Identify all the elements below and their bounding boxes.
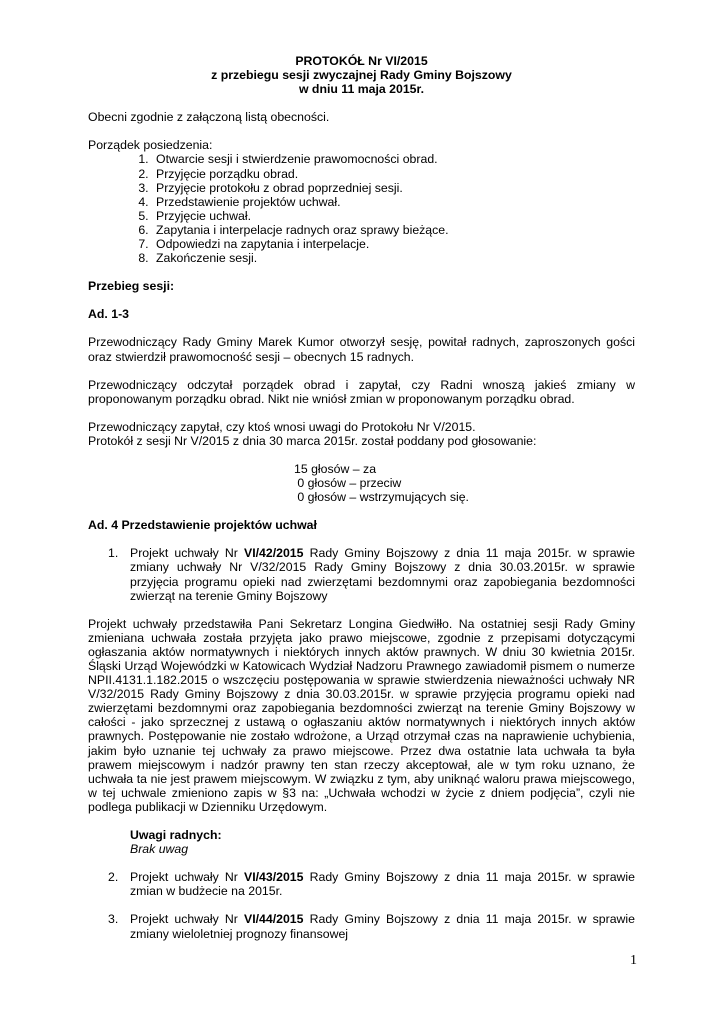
agenda-item: 1. Otwarcie sesji i stwierdzenie prawomocności obrad. (152, 152, 635, 166)
ad13-paragraph-3-line-2: Protokół z sesji Nr V/2015 z dnia 30 marca 2015r. został poddany pod głosowanie: (88, 433, 537, 448)
project-code: VI/44/2015 (244, 912, 304, 927)
project-item-3 (108, 912, 635, 940)
project-1-description: Projekt uchwały przedstawiła Pani Sekretarz Longina Giedwiłło. Na ostatniej sesji Rady Gminy zmieniana uchwała została przyjęta jako prawo miejscowe, zgodnie z przepisami dotyczącymi ogłaszania aktów normatywnych i niektórych innych aktów prawnych. W dniu 30 kwietnia 2015r. Śląski Urząd Wojewódzki w Katowicach Wydział Nadzoru Prawnego zawiadomił pismem o numerze NPII.4131.1.182.2015 o wszczęciu postępowania w sprawie stwierdzenia nieważności uchwały NR V/32/2015 Rady Gminy Bojszowy z dnia 30.03.2015r. w sprawie przyjęcia programu opieki nad zwierzętami bezdomnymi oraz zapobiegania bezdomności zwierząt na terenie Gminy Bojszowy w całości - jako sprzecznej z ustawą o ogłaszaniu aktów normatywnych i niektórych innych aktów prawnych. Postępowanie nie zostało wdrożone, a Urząd otrzymał czas na naprawienie uchybienia, jakim było uznanie tej uchwały za prawo miejscowe. Przez dwa ostatnie lata uchwała ta była prawem miejscowym i nadzór prawny ten stan rzeczy akceptował, ale w tym roku uznano, że uchwała ta nie jest prawem miejscowym. W związku z tym, aby uniknąć waloru prawa miejscowego, w tej uchwale zmieniono zapis w §3 na: „Uchwała wchodzi w życie z dniem podjęcia”, czyli nie podlega publikacji w Dzienniku Urzędowym. (88, 616, 635, 814)
project-prefix: Projekt uchwały Nr (130, 912, 244, 927)
agenda-item: 4. Przedstawienie projektów uchwał. (152, 195, 635, 209)
project-suffix: Rady Gminy Bojszowy z dnia 11 maja 2015r. w sprawie zmiany uchwały Nr V/32/2015 Rady Gminy Bojszowy z dnia 30.03.2015r. w sprawie przyjęcia programu opieki nad zwierzętami bezdomnymi oraz zapobiegania bezdomności zwierząt na terenie Gminy Bojszowy (130, 546, 635, 603)
project-prefix: Projekt uchwały Nr (130, 546, 244, 561)
agenda-item: 7. Odpowiedzi na zapytania i interpelacje. (152, 237, 635, 251)
title-line-3: w dniu 11 maja 2015r. (298, 82, 425, 97)
attendance-text: Obecni zgodnie z załączoną listą obecności. (88, 110, 330, 125)
agenda-heading: Porządek posiedzenia: (88, 138, 213, 153)
remarks-block (130, 828, 635, 856)
votes-abstain: 0 głosów – wstrzymujących się. (294, 490, 469, 505)
agenda-item: 5. Przyjęcie uchwał. (152, 209, 635, 223)
agenda-item: 3. Przyjęcie protokołu z obrad poprzedniej sesji. (152, 181, 635, 195)
agenda-item: 8. Zakończenie sesji. (152, 251, 635, 265)
remarks-heading: Uwagi radnych: (130, 828, 222, 843)
project-code: VI/42/2015 (244, 546, 304, 561)
project-code: VI/43/2015 (244, 870, 304, 885)
title-line-1: PROTOKÓŁ Nr VI/2015 (295, 54, 428, 68)
votes-for: 15 głosów – za (294, 461, 377, 476)
project-item-2 (108, 870, 635, 898)
agenda-list (88, 152, 635, 265)
agenda-item: 2. Przyjęcie porządku obrad. (152, 167, 635, 181)
project-number: 1. (108, 546, 119, 561)
ad13-heading: Ad. 1-3 (88, 307, 129, 322)
session-heading: Przebieg sesji: (88, 279, 175, 294)
project-number: 3. (108, 912, 119, 927)
project-number: 2. (108, 870, 119, 885)
votes-against: 0 głosów – przeciw (294, 476, 402, 491)
page-number: 1 (630, 953, 637, 968)
ad13-paragraph-2: Przewodniczący odczytał porządek obrad i zapytał, czy Radni wnoszą jakieś zmiany w proponowanym porządku obrad. Nikt nie wniósł zmian w proponowanym porządku obrad. (88, 377, 635, 406)
title-line-2: z przebiegu sesji zwyczajnej Rady Gminy Bojszowy (211, 68, 512, 83)
ad13-paragraph-1: Przewodniczący Rady Gminy Marek Kumor otworzył sesję, powitał radnych, zaproszonych gości oraz stwierdził prawomocność sesji – obecnych 15 radnych. (88, 335, 635, 364)
vote-results (294, 462, 635, 504)
document-title (88, 54, 635, 96)
project-suffix: Rady Gminy Bojszowy z dnia 11 maja 2015r. w sprawie zmian w budżecie na 2015r. (130, 870, 635, 899)
project-prefix: Projekt uchwały Nr (130, 870, 244, 885)
project-suffix: Rady Gminy Bojszowy z dnia 11 maja 2015r. w sprawie zmiany wieloletniej prognozy finansowej (130, 912, 635, 941)
ad13-paragraph-3-line-1: Przewodniczący zapytał, czy ktoś wnosi uwagi do Protokołu Nr V/2015. (88, 419, 476, 434)
ad4-heading: Ad. 4 Przedstawienie projektów uchwał (88, 518, 317, 533)
project-item-1 (108, 546, 635, 602)
remarks-text: Brak uwag (130, 842, 189, 857)
agenda-item: 6. Zapytania i interpelacje radnych oraz sprawy bieżące. (152, 223, 635, 237)
